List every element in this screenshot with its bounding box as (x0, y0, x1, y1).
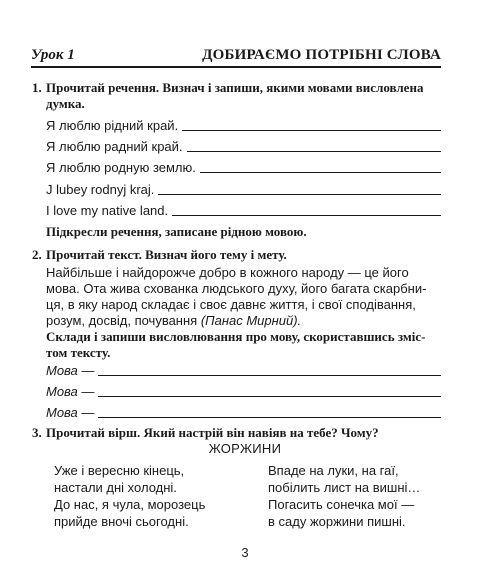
answer-line-3[interactable] (46, 158, 441, 176)
answer-blank[interactable] (187, 150, 441, 152)
poem-line: Погасить сонечка мої — (268, 497, 415, 512)
poem-line: настали дні холодні. (54, 480, 177, 495)
answer-line-1[interactable] (46, 116, 441, 134)
mova-answer-line-2[interactable] (46, 382, 441, 400)
answer-blank[interactable] (172, 214, 441, 216)
text-line: розум, досвід, почування (46, 313, 198, 328)
task-1-note: Підкресли речення, записане рідною мовою. (46, 224, 307, 239)
sentence-1: Я люблю рідний край. (46, 118, 179, 133)
poem-line: в саду жоржини пишні. (268, 514, 406, 529)
sentence-5: I love my native land. (46, 203, 169, 218)
answer-line-4[interactable] (46, 180, 441, 198)
sentence-3: Я люблю родную землю. (46, 160, 196, 175)
text-author: (Панас Мирний). (200, 313, 302, 328)
page-header (31, 46, 441, 68)
task-3-instruction (32, 425, 444, 441)
mova-answer-line-1[interactable] (46, 361, 441, 379)
page-title: ДОБИРАЄМО ПОТРІБНІ СЛОВА (202, 47, 441, 63)
text-line-last (46, 313, 442, 329)
poem-line: Впаде на луки, на гаї, (268, 463, 399, 478)
lesson-label: Урок 1 (31, 47, 75, 63)
answer-prefix: Мова — (46, 405, 95, 420)
task-2-instruction-text: Прочитай текст. Визнач його тему і мету. (46, 247, 287, 262)
answer-blank[interactable] (182, 129, 441, 131)
poem-line: Уже і вересню кінець, (54, 463, 185, 478)
poem-line: побілить лист на вишні… (268, 480, 421, 495)
sentence-4: J lubey rodnyj kraj. (46, 182, 155, 197)
poem-line: прийде вночі сьогодні. (54, 514, 189, 529)
text-line: Найбільше і найдорожче добро в кожного народу — це його (46, 265, 409, 280)
answer-blank[interactable] (98, 374, 441, 376)
task-2-number: 2. (32, 247, 42, 262)
answer-blank[interactable] (98, 416, 441, 418)
task-3-instruction-text: Прочитай вірш. Який настрій він навіяв на тебе? Чому? (46, 425, 379, 440)
task-3-number: 3. (32, 425, 42, 440)
sub-instruction-line-2: том тексту. (46, 345, 111, 360)
task-1-instruction-cont: думка. (46, 96, 85, 111)
answer-prefix: Мова — (46, 384, 95, 399)
task-1-number: 1. (32, 80, 42, 95)
answer-prefix: Мова — (46, 363, 95, 378)
poem-line: До нас, я чула, морозець (54, 497, 206, 512)
task-2-text (46, 265, 442, 329)
answer-line-5[interactable] (46, 201, 441, 219)
task-2-sub-instruction (46, 329, 444, 361)
answer-line-2[interactable] (46, 137, 441, 155)
task-1-instruction (32, 80, 444, 96)
answer-blank[interactable] (158, 193, 441, 195)
poem-stanza-left (54, 462, 205, 530)
task-1-instruction-line-1: Прочитай речення. Визнач і запиши, якими мовами висловлена (46, 80, 424, 95)
answer-blank[interactable] (200, 171, 441, 173)
page-number: 3 (241, 545, 249, 560)
poem-title: ЖОРЖИНИ (208, 441, 282, 456)
sentence-2: Я люблю радний край. (46, 139, 183, 154)
answer-blank[interactable] (98, 395, 441, 397)
task-2-instruction (32, 247, 444, 263)
text-line: мова. Ота жива схованка людського духу, його багата скарбни- (46, 281, 427, 296)
poem-stanza-right (268, 462, 420, 530)
sub-instruction-line-1: Склади і запиши висловлювання про мову, скориставшись зміс- (46, 329, 426, 344)
text-line: ця, в яку народ складає і своє давнє життя, і свої сподівання, (46, 297, 416, 312)
mova-answer-line-3[interactable] (46, 403, 441, 421)
